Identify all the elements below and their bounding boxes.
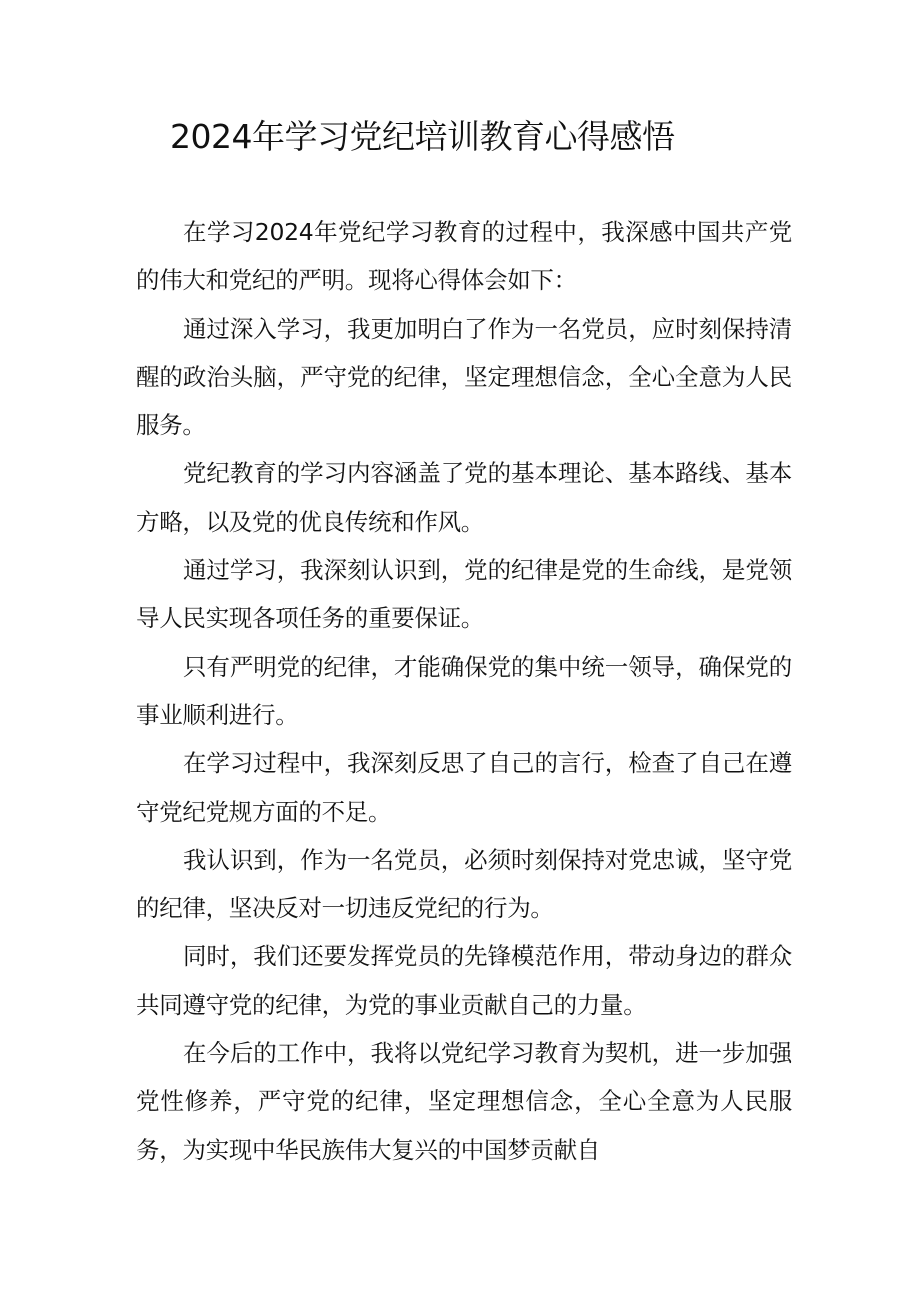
document-title: 2024年学习党纪培训教育心得感悟 xyxy=(170,117,675,156)
paragraph-lifeline: 通过学习，我深刻认识到，党的纪律是党的生命线，是党领导人民实现各项任务的重要保证。 xyxy=(136,556,792,633)
paragraph-reflection: 在学习过程中，我深刻反思了自己的言行，检查了自己在遵守党纪党规方面的不足。 xyxy=(136,749,792,826)
paragraph-vanguard: 同时，我们还要发挥党员的先锋模范作用，带动身边的群众共同遵守党的纪律，为党的事业贡献自己的力量。 xyxy=(136,942,792,1019)
paragraph-content: 党纪教育的学习内容涵盖了党的基本理论、基本路线、基本方略，以及党的优良传统和作风。 xyxy=(136,459,792,536)
paragraph-intro: 在学习2024年党纪学习教育的过程中，我深感中国共产党的伟大和党纪的严明。现将心得体会如下： xyxy=(136,218,792,295)
paragraph-loyalty: 我认识到，作为一名党员，必须时刻保持对党忠诚，坚守党的纪律，坚决反对一切违反党纪的行为。 xyxy=(136,845,792,923)
paragraph-discipline: 只有严明党的纪律，才能确保党的集中统一领导，确保党的事业顺利进行。 xyxy=(136,652,792,729)
paragraph-deep-study: 通过深入学习，我更加明白了作为一名党员，应时刻保持清醒的政治头脑，严守党的纪律，坚定理想信念，全心全意为人民服务。 xyxy=(136,314,792,440)
document-body xyxy=(136,208,792,1174)
paragraph-future: 在今后的工作中，我将以党纪学习教育为契机，进一步加强党性修养，严守党的纪律，坚定理想信念，全心全意为人民服务，为实现中华民族伟大复兴的中国梦贡献自 xyxy=(136,1039,792,1164)
